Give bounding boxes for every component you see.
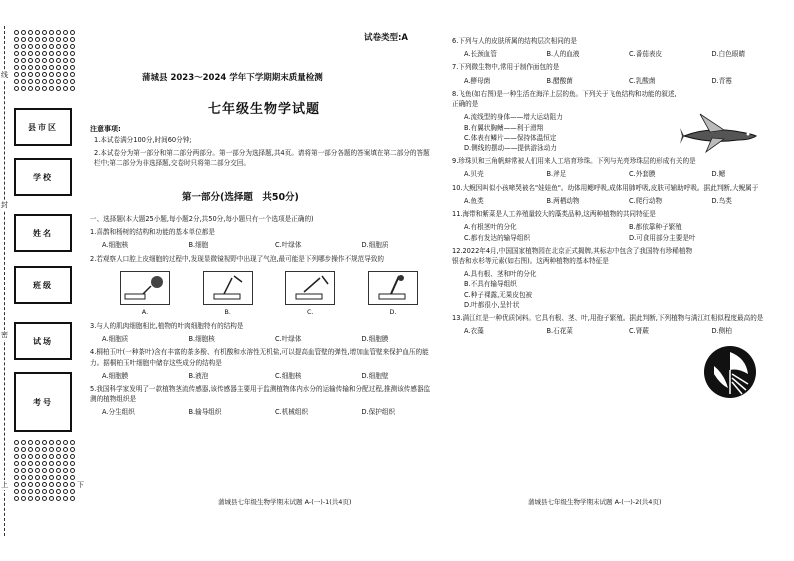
decorative-dot <box>21 489 26 494</box>
seal-dashed-line <box>4 26 5 536</box>
decorative-dot <box>56 58 61 63</box>
question-stem: 3.与人的肌肉细胞相比,植物的叶肉细胞特有的结构是 <box>90 321 244 330</box>
decorative-dot <box>49 440 54 445</box>
decorative-dot <box>49 468 54 473</box>
decorative-dot <box>70 496 75 501</box>
decorative-dot <box>49 496 54 501</box>
question-stem: 1.喜鹊和杨树的结构和功能的基本单位都是 <box>90 228 215 237</box>
decorative-dot <box>35 482 40 487</box>
decorative-dot <box>70 79 75 84</box>
decorative-dot <box>56 37 61 42</box>
decorative-dot <box>28 475 33 480</box>
decorative-dot <box>70 461 75 466</box>
exam-type: 试卷类型:A <box>364 33 408 43</box>
decorative-dot <box>14 44 19 49</box>
botanical-garden-logo <box>702 344 758 400</box>
seal-char: 密 <box>1 331 8 339</box>
seal-char: 封 <box>1 201 8 209</box>
decorative-dot <box>70 37 75 42</box>
decorative-dot <box>42 489 47 494</box>
question-stem: 12.2022年4月,中国国家植物园在北京正式揭牌,其标志中包含了我国特有珍稀植物银杏和水杉等元素(如右图)。这两种植物的基本特征是 <box>452 246 693 265</box>
option[interactable]: A.细胞膜 <box>102 371 129 380</box>
option[interactable]: B.人的血液 <box>546 50 580 59</box>
decorative-dot <box>21 447 26 452</box>
decorative-dot <box>28 454 33 459</box>
right-column <box>452 0 790 561</box>
option[interactable]: C.乳酸菌 <box>629 76 656 85</box>
decorative-dot <box>63 489 68 494</box>
question-stem: 2.若观察人口腔上皮细胞的过程中,发现显微镜视野中出现了气泡,最可能是下列哪步操作不规范导致的 <box>90 254 385 263</box>
decorative-dot <box>14 37 19 42</box>
decorative-dot <box>21 496 26 501</box>
figure-label: A. <box>141 307 149 316</box>
decorative-dot <box>35 58 40 63</box>
decorative-dot <box>14 454 19 459</box>
decorative-dot <box>21 44 26 49</box>
decorative-dot <box>14 30 19 35</box>
notice-item: 1.本试卷满分100分,时间60分钟; <box>94 136 192 144</box>
option[interactable]: C.细胞核 <box>275 371 302 380</box>
decorative-dot <box>42 58 47 63</box>
decorative-dot <box>35 454 40 459</box>
decorative-dot <box>14 489 19 494</box>
decorative-dot <box>35 489 40 494</box>
question-options <box>90 334 436 344</box>
decorative-dot <box>42 475 47 480</box>
option[interactable]: C.肾蕨 <box>629 327 649 336</box>
decorative-dot <box>56 468 61 473</box>
question-options <box>452 76 782 86</box>
decorative-dot <box>14 58 19 63</box>
decorative-dot <box>42 454 47 459</box>
page-footer: 蒲城县七年级生物学期末试题 A-(一)-1(共4页) <box>218 498 352 506</box>
decorative-dot <box>63 37 68 42</box>
decorative-dot <box>63 72 68 77</box>
dot-pattern <box>14 30 72 92</box>
decorative-dot <box>56 475 61 480</box>
option[interactable]: C.番茄表皮 <box>629 50 663 59</box>
decorative-dot <box>63 30 68 35</box>
decorative-dot <box>56 440 61 445</box>
decorative-dot <box>63 44 68 49</box>
question-options <box>452 196 782 206</box>
exam-title: 七年级生物学试题 <box>208 102 321 117</box>
decorative-dot <box>49 447 54 452</box>
decorative-dot <box>70 482 75 487</box>
decorative-dot <box>70 44 75 49</box>
figure-label: B. <box>224 307 231 316</box>
exam-number-box[interactable]: 考号 <box>14 372 72 432</box>
decorative-dot <box>28 79 33 84</box>
decorative-dot <box>21 58 26 63</box>
question-stem: 6.下列与人的皮肤所属的结构层次相同的是 <box>452 37 577 45</box>
decorative-dot <box>42 44 47 49</box>
name-box[interactable]: 姓名 <box>14 214 72 252</box>
decorative-dot <box>28 447 33 452</box>
decorative-dot <box>21 30 26 35</box>
question-stem: 7.下列微生物中,常用于制作面包的是 <box>452 63 560 72</box>
decorative-dot <box>28 489 33 494</box>
decorative-dot <box>49 489 54 494</box>
decorative-dot <box>63 482 68 487</box>
question-options <box>90 407 436 417</box>
decorative-dot <box>14 447 19 452</box>
option[interactable]: B.细胞核 <box>188 335 215 344</box>
option[interactable]: A.衣藻 <box>464 327 484 336</box>
decorative-dot <box>56 489 61 494</box>
option[interactable]: A.有根茎叶的分化 <box>464 223 517 232</box>
decorative-dot <box>70 65 75 70</box>
decorative-dot <box>49 58 54 63</box>
decorative-dot <box>49 79 54 84</box>
option[interactable]: A.长颈血管 <box>464 50 497 59</box>
decorative-dot <box>42 496 47 501</box>
decorative-dot <box>42 30 47 35</box>
decorative-dot <box>35 447 40 452</box>
decorative-dot <box>35 44 40 49</box>
figure-c[interactable] <box>285 271 335 317</box>
figure-label: D. <box>389 307 397 316</box>
decorative-dot <box>35 79 40 84</box>
dot-pattern <box>14 440 72 502</box>
question-stem: 13.满江红是一种优质饲料。它具有根、茎、叶,用孢子繁殖。据此判断,下列植物与满江红相似程度最高的是 <box>452 314 764 323</box>
decorative-dot <box>42 440 47 445</box>
option[interactable]: D.侧柏 <box>711 327 732 336</box>
decorative-dot <box>42 37 47 42</box>
notice-item: 2.本试卷分为第一部分和第二部分两部分。第一部分为选择题,共4页。请将第一部分各题的答案填在第二部分的答题栏中;第二部分为非选择题,交卷时只将第二部分交回。 <box>94 149 430 168</box>
decorative-dot <box>70 30 75 35</box>
decorative-dot <box>35 468 40 473</box>
decorative-dot <box>49 72 54 77</box>
option[interactable]: C.机械组织 <box>275 408 309 417</box>
decorative-dot <box>49 461 54 466</box>
decorative-dot <box>42 72 47 77</box>
option[interactable]: C.叶绿体 <box>275 335 302 344</box>
decorative-dot <box>70 86 75 91</box>
option[interactable]: C.体表有鳞片——保持体温恒定 <box>464 133 557 142</box>
option[interactable]: D.叶都很小,呈针状 <box>464 300 520 309</box>
option[interactable]: B.斧足 <box>546 170 567 179</box>
decorative-dot <box>56 86 61 91</box>
decorative-dot <box>56 496 61 501</box>
decorative-dot <box>35 65 40 70</box>
question-stem: 10.大鲵因叫似小孩啼哭被名"娃娃鱼"。幼体用鳃呼吸,成体用肺呼吸,皮肤可辅助呼吸。据此判断,大鲵属于 <box>452 183 759 192</box>
decorative-dot <box>63 447 68 452</box>
option[interactable]: A.具有根、茎和叶的分化 <box>464 270 537 279</box>
option[interactable]: D.青霉 <box>711 76 732 85</box>
decorative-dot <box>28 72 33 77</box>
decorative-dot <box>56 454 61 459</box>
notice <box>94 135 434 172</box>
option[interactable]: D.细胞质 <box>361 241 389 250</box>
decorative-dot <box>63 461 68 466</box>
decorative-dot <box>49 475 54 480</box>
decorative-dot <box>56 72 61 77</box>
decorative-dot <box>42 79 47 84</box>
option[interactable]: B.石花菜 <box>546 327 573 336</box>
question-stem: 4.桐柏玉叶(一种茶叶)含有丰富的茶多酚、有机酸和水溶性无机盐,可以提高血管壁的弹性,增加血管壁来保护血压的能力。据桐柏玉叶细胞中储存这些成分的结构是 <box>90 348 429 367</box>
decorative-dot <box>42 468 47 473</box>
decorative-dot <box>70 468 75 473</box>
question-stem: 5.我国科学家发明了一款植物茎流传感器,该传感器主要用于监测植物体内水分的运输传输和分配过程,推测该传感器监测的植物组织是 <box>90 385 431 404</box>
decorative-dot <box>70 454 75 459</box>
decorative-dot <box>56 79 61 84</box>
decorative-dot <box>63 475 68 480</box>
decorative-dot <box>35 72 40 77</box>
decorative-dot <box>49 30 54 35</box>
decorative-dot <box>63 58 68 63</box>
question-section <box>90 214 436 421</box>
option[interactable]: C.外套膜 <box>629 170 656 179</box>
decorative-dot <box>70 447 75 452</box>
decorative-dot <box>49 37 54 42</box>
decorative-dot <box>42 447 47 452</box>
decorative-dot <box>56 51 61 56</box>
decorative-dot <box>70 440 75 445</box>
decorative-dot <box>35 461 40 466</box>
question-options <box>90 371 436 381</box>
decorative-dot <box>56 461 61 466</box>
question-stem: 9.珍珠贝和三角帆蚌常被人们用来人工培育珍珠。下列与光亮珍珠层的形成有关的是 <box>452 157 696 166</box>
figure-d[interactable] <box>368 271 418 317</box>
decorative-dot <box>35 30 40 35</box>
option[interactable]: A.分生组织 <box>102 408 135 417</box>
decorative-dot <box>56 447 61 452</box>
option[interactable]: B.液泡 <box>188 371 209 380</box>
option[interactable]: D.可食用部分主要是叶 <box>629 233 696 242</box>
decorative-dot <box>35 86 40 91</box>
decorative-dot <box>70 72 75 77</box>
option[interactable]: D.白色眼睛 <box>711 50 746 59</box>
option[interactable]: C.叶绿体 <box>275 241 302 250</box>
decorative-dot <box>21 79 26 84</box>
option[interactable]: D.细胞膜 <box>361 335 389 344</box>
question-list <box>452 36 782 339</box>
decorative-dot <box>21 454 26 459</box>
option[interactable]: B.有翼状胸鳍——利于滑翔 <box>464 123 544 132</box>
decorative-dot <box>28 51 33 56</box>
decorative-dot <box>28 468 33 473</box>
school-box[interactable]: 学校 <box>14 158 72 196</box>
question-stem: 8.飞鱼(如右图)是一种生活在海洋上层的鱼。下列关于飞鱼结构和功能的叙述,正确的是 <box>452 89 677 109</box>
decorative-dot <box>28 86 33 91</box>
class-box[interactable]: 班级 <box>14 266 72 304</box>
decorative-dot <box>56 482 61 487</box>
figure-label: C. <box>307 307 314 316</box>
decorative-dot <box>70 51 75 56</box>
decorative-dot <box>21 86 26 91</box>
option[interactable]: B.醋酸菌 <box>546 76 573 85</box>
decorative-dot <box>14 72 19 77</box>
option[interactable]: A.细胞核 <box>102 241 129 250</box>
seal-char: 线 <box>1 71 8 79</box>
decorative-dot <box>49 454 54 459</box>
decorative-dot <box>63 51 68 56</box>
decorative-dot <box>49 65 54 70</box>
decorative-dot <box>63 468 68 473</box>
decorative-dot <box>70 489 75 494</box>
county-box[interactable]: 县市区 <box>14 108 72 146</box>
figure-b[interactable] <box>203 271 253 317</box>
option[interactable]: A.酵母菌 <box>464 76 491 85</box>
exam-name: 蒲城县 2023～2024 学年下学期期末质量检测 <box>142 73 323 83</box>
decorative-dot <box>56 30 61 35</box>
decorative-dot <box>28 440 33 445</box>
decorative-dot <box>35 51 40 56</box>
decorative-dot <box>28 496 33 501</box>
option[interactable]: D.鸟类 <box>711 196 732 205</box>
option[interactable]: B.两栖动物 <box>546 196 580 205</box>
procedure-figures <box>90 267 436 317</box>
seal-char: 上 <box>1 481 8 489</box>
decorative-dot <box>42 461 47 466</box>
decorative-dot <box>14 440 19 445</box>
question-options <box>452 169 782 179</box>
decorative-dot <box>35 37 40 42</box>
decorative-dot <box>49 51 54 56</box>
decorative-dot <box>63 86 68 91</box>
option[interactable]: C.爬行动物 <box>629 196 663 205</box>
decorative-dot <box>28 44 33 49</box>
decorative-dot <box>21 440 26 445</box>
decorative-dot <box>56 65 61 70</box>
decorative-dot <box>49 482 54 487</box>
question-options <box>452 222 782 242</box>
decorative-dot <box>35 440 40 445</box>
page-footer: 蒲城县七年级生物学期末试题 A-(一)-2(共4页) <box>528 498 662 506</box>
decorative-dot <box>28 65 33 70</box>
exam-room-box[interactable]: 试场 <box>14 322 72 360</box>
decorative-dot <box>42 51 47 56</box>
question-options <box>452 326 782 336</box>
decorative-dot <box>70 58 75 63</box>
option[interactable]: D.保护组织 <box>361 408 396 417</box>
decorative-dot <box>14 461 19 466</box>
decorative-dot <box>63 79 68 84</box>
decorative-dot <box>14 86 19 91</box>
decorative-dot <box>42 65 47 70</box>
option[interactable]: A.细胞质 <box>102 335 129 344</box>
part-title: 第一部分(选择题 共50分) <box>182 192 299 203</box>
decorative-dot <box>21 468 26 473</box>
decorative-dot <box>14 482 19 487</box>
decorative-dot <box>14 475 19 480</box>
decorative-dot <box>28 30 33 35</box>
decorative-dot <box>14 468 19 473</box>
option[interactable]: B.细胞 <box>188 241 209 250</box>
decorative-dot <box>21 37 26 42</box>
decorative-dot <box>49 86 54 91</box>
option[interactable]: D.侧线的摆动——提供游泳动力 <box>464 143 557 152</box>
question-options <box>452 269 782 310</box>
decorative-dot <box>21 461 26 466</box>
decorative-dot <box>63 454 68 459</box>
option[interactable]: A.贝壳 <box>464 170 484 179</box>
binding-strip <box>0 0 84 561</box>
question-stem: 11.海带和紫菜是人工养殖量较大的藻类品种,这两种植物的共同特征是 <box>452 210 656 219</box>
decorative-dot <box>42 86 47 91</box>
decorative-dot <box>56 44 61 49</box>
decorative-dot <box>28 58 33 63</box>
option[interactable]: C.都有发达的输导组织 <box>464 233 531 242</box>
seal-char: 下 <box>77 481 84 489</box>
option[interactable]: A.流线型的身体——增大运动阻力 <box>464 113 563 122</box>
decorative-dot <box>21 482 26 487</box>
decorative-dot <box>28 461 33 466</box>
option[interactable]: D.鳃 <box>711 170 726 179</box>
option[interactable]: B.输导组织 <box>188 408 222 417</box>
question-options <box>90 240 436 250</box>
decorative-dot <box>21 65 26 70</box>
decorative-dot <box>28 482 33 487</box>
option[interactable]: B.都依靠种子繁殖 <box>629 223 682 232</box>
option[interactable]: B.不具有输导组织 <box>464 280 517 289</box>
decorative-dot <box>42 482 47 487</box>
left-column <box>86 0 438 561</box>
decorative-dot <box>14 65 19 70</box>
decorative-dot <box>14 51 19 56</box>
figure-a[interactable] <box>120 271 170 317</box>
decorative-dot <box>63 65 68 70</box>
notice-heading: 注意事项: <box>90 125 121 133</box>
decorative-dot <box>35 496 40 501</box>
decorative-dot <box>63 496 68 501</box>
decorative-dot <box>28 37 33 42</box>
section-heading: 一、选择题(本大题25小题,每小题2分,共50分,每小题只有一个选项是正确的) <box>90 215 314 223</box>
option[interactable]: C.种子裸露,无果皮包被 <box>464 290 533 299</box>
flying-fish-illustration <box>680 110 760 154</box>
decorative-dot <box>63 440 68 445</box>
option[interactable]: D.细胞壁 <box>361 371 389 380</box>
decorative-dot <box>21 72 26 77</box>
decorative-dot <box>35 475 40 480</box>
option[interactable]: A.鱼类 <box>464 196 484 205</box>
question-options <box>452 49 782 59</box>
decorative-dot <box>21 51 26 56</box>
decorative-dot <box>14 496 19 501</box>
decorative-dot <box>70 475 75 480</box>
decorative-dot <box>21 475 26 480</box>
decorative-dot <box>49 44 54 49</box>
decorative-dot <box>14 79 19 84</box>
